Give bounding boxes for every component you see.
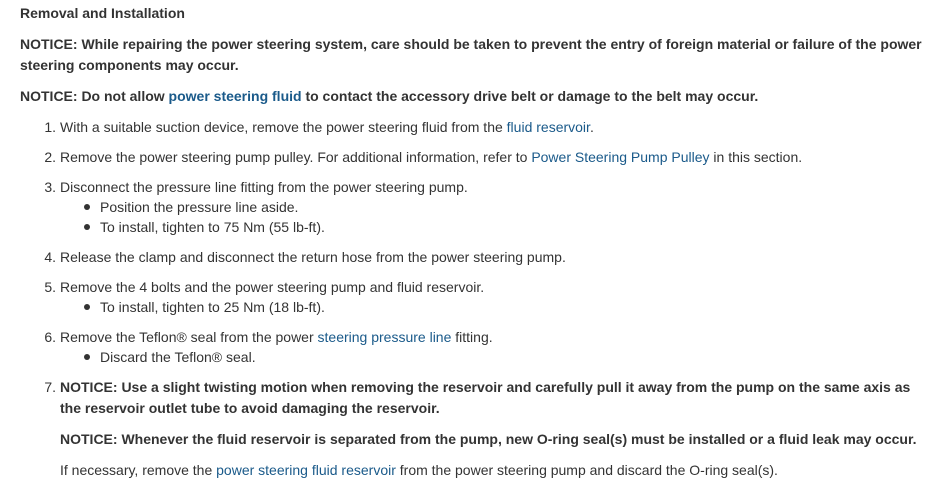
step-5-text: Remove the 4 bolts and the power steering pump and fluid reservoir. (60, 279, 485, 295)
bullet-icon (84, 204, 90, 210)
step-number: 2. (44, 149, 56, 165)
bullet-icon (84, 304, 90, 310)
step-2-text (60, 147, 802, 167)
step-number: 7. (44, 379, 56, 395)
step-7-suffix: from the power steering pump and discard the O-ring seal(s). (395, 462, 778, 478)
notice-2-prefix: NOTICE: Do not allow (20, 88, 169, 104)
steering-pressure-line-link[interactable]: steering pressure line (317, 329, 452, 345)
notice-2 (20, 86, 758, 106)
step-1-prefix: With a suitable suction device, remove the power steering fluid from the (60, 119, 507, 135)
step-3-bullet-1: Position the pressure line aside. (100, 199, 299, 215)
step-6-suffix: fitting. (451, 329, 493, 345)
power-steering-pump-pulley-link[interactable]: Power Steering Pump Pulley (531, 149, 710, 165)
step-2-prefix: Remove the power steering pump pulley. For additional information, refer to (60, 149, 532, 165)
step-number: 3. (44, 179, 56, 195)
step-7-notice-a-line-2: the reservoir outlet tube to avoid damaging the reservoir. (60, 400, 440, 416)
notice-1-line-2: steering components may occur. (20, 57, 239, 73)
step-3-bullet-2: To install, tighten to 75 Nm (55 lb-ft). (100, 219, 325, 235)
fluid-reservoir-link[interactable]: fluid reservoir (506, 119, 590, 135)
step-number: 6. (44, 329, 56, 345)
step-number: 4. (44, 249, 56, 265)
step-7-notice-b: NOTICE: Whenever the fluid reservoir is separated from the pump, new O-ring seal(s) must be installed or a fluid leak may occur. (60, 431, 917, 447)
power-steering-fluid-reservoir-link[interactable]: power steering fluid reservoir (216, 462, 396, 478)
step-7-prefix: If necessary, remove the (60, 462, 217, 478)
step-7-notice-a-line-1: NOTICE: Use a slight twisting motion when removing the reservoir and carefully pull it away from the pump on the same axis as (60, 379, 911, 395)
step-1-text (60, 117, 594, 137)
step-7-text (60, 460, 778, 480)
step-number: 1. (44, 119, 56, 135)
step-6-bullet-1: Discard the Teflon® seal. (100, 349, 256, 365)
step-2-suffix: in this section. (709, 149, 803, 165)
step-number: 5. (44, 279, 56, 295)
step-1-suffix: . (589, 119, 594, 135)
step-6-prefix: Remove the Teflon® seal from the power (60, 329, 318, 345)
notice-1-line-1: NOTICE: While repairing the power steering system, care should be taken to prevent the entry of foreign material or failure of the power (20, 36, 922, 52)
step-6-text (60, 327, 493, 347)
step-3-text: Disconnect the pressure line fitting from the power steering pump. (60, 179, 468, 195)
power-steering-fluid-link[interactable]: power steering fluid (168, 88, 302, 104)
step-5-bullet-1: To install, tighten to 25 Nm (18 lb-ft). (100, 299, 325, 315)
bullet-icon (84, 224, 90, 230)
notice-2-suffix: to contact the accessory drive belt or damage to the belt may occur. (301, 88, 759, 104)
section-heading: Removal and Installation (20, 5, 185, 21)
bullet-icon (84, 354, 90, 360)
step-4-text: Release the clamp and disconnect the return hose from the power steering pump. (60, 249, 566, 265)
